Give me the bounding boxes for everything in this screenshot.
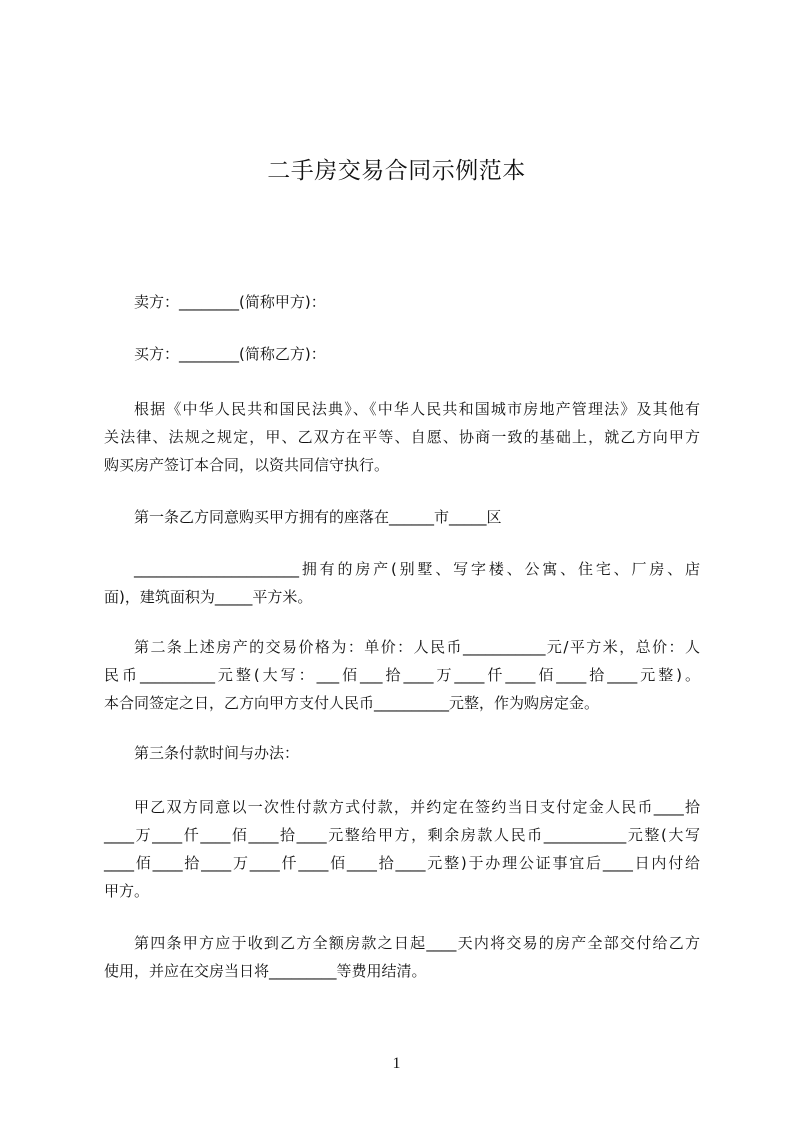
intro-line-1: 根据《中华人民共和国民法典》、《中华人民共和国城市房地产管理法》及其他有 [134, 400, 700, 418]
property-line-2: 面)，建筑面积为_____平方米。 [104, 588, 313, 606]
payment-line-4: 甲方。 [104, 882, 150, 900]
article-2-line-1: 第二条上述房产的交易价格为：单价：人民币___________元/平方米，总价：人 [134, 638, 700, 656]
payment-line-2: ____万____仟____佰____拾____元整给甲方，剩余房款人民币___________元整(大写 [104, 826, 700, 844]
buyer-line: 买方：________(简称乙方)： [134, 345, 326, 363]
article-2-line-2: 民币__________元整(大写：___佰___拾____万____仟____佰____拾____元整)。 [104, 666, 700, 684]
page-number: 1 [392, 1055, 401, 1072]
article-3-line: 第三条付款时间与办法： [134, 744, 300, 762]
page-title: 二手房交易合同示例范本 [267, 158, 526, 185]
article-4-line-1: 第四条甲方应于收到乙方全额房款之日起____天内将交易的房产全部交付给乙方 [134, 934, 700, 952]
intro-line-2: 关法律、法规之规定，甲、乙双方在平等、自愿、协商一致的基础上，就乙方向甲方 [104, 428, 700, 446]
payment-line-1: 甲乙双方同意以一次性付款方式付款，并约定在签约当日支付定金人民币____拾 [134, 798, 700, 816]
property-line-1: ______________________拥有的房产(别墅、写字楼、公寓、住宅、厂房、店 [134, 560, 700, 578]
payment-line-3: ____佰____拾____万____仟____佰____拾____元整)于办理公证事宜后____日内付给 [104, 854, 700, 872]
intro-line-3: 购买房产签订本合同，以资共同信守执行。 [104, 456, 390, 474]
article-1-line: 第一条乙方同意购买甲方拥有的座落在______市_____区 [134, 508, 502, 526]
article-4-line-2: 使用，并应在交房当日将_________等费用结清。 [104, 962, 427, 980]
article-2-line-3: 本合同签定之日，乙方向甲方支付人民币__________元整，作为购房定金。 [104, 694, 600, 712]
seller-line: 卖方：________(简称甲方)： [134, 293, 326, 311]
